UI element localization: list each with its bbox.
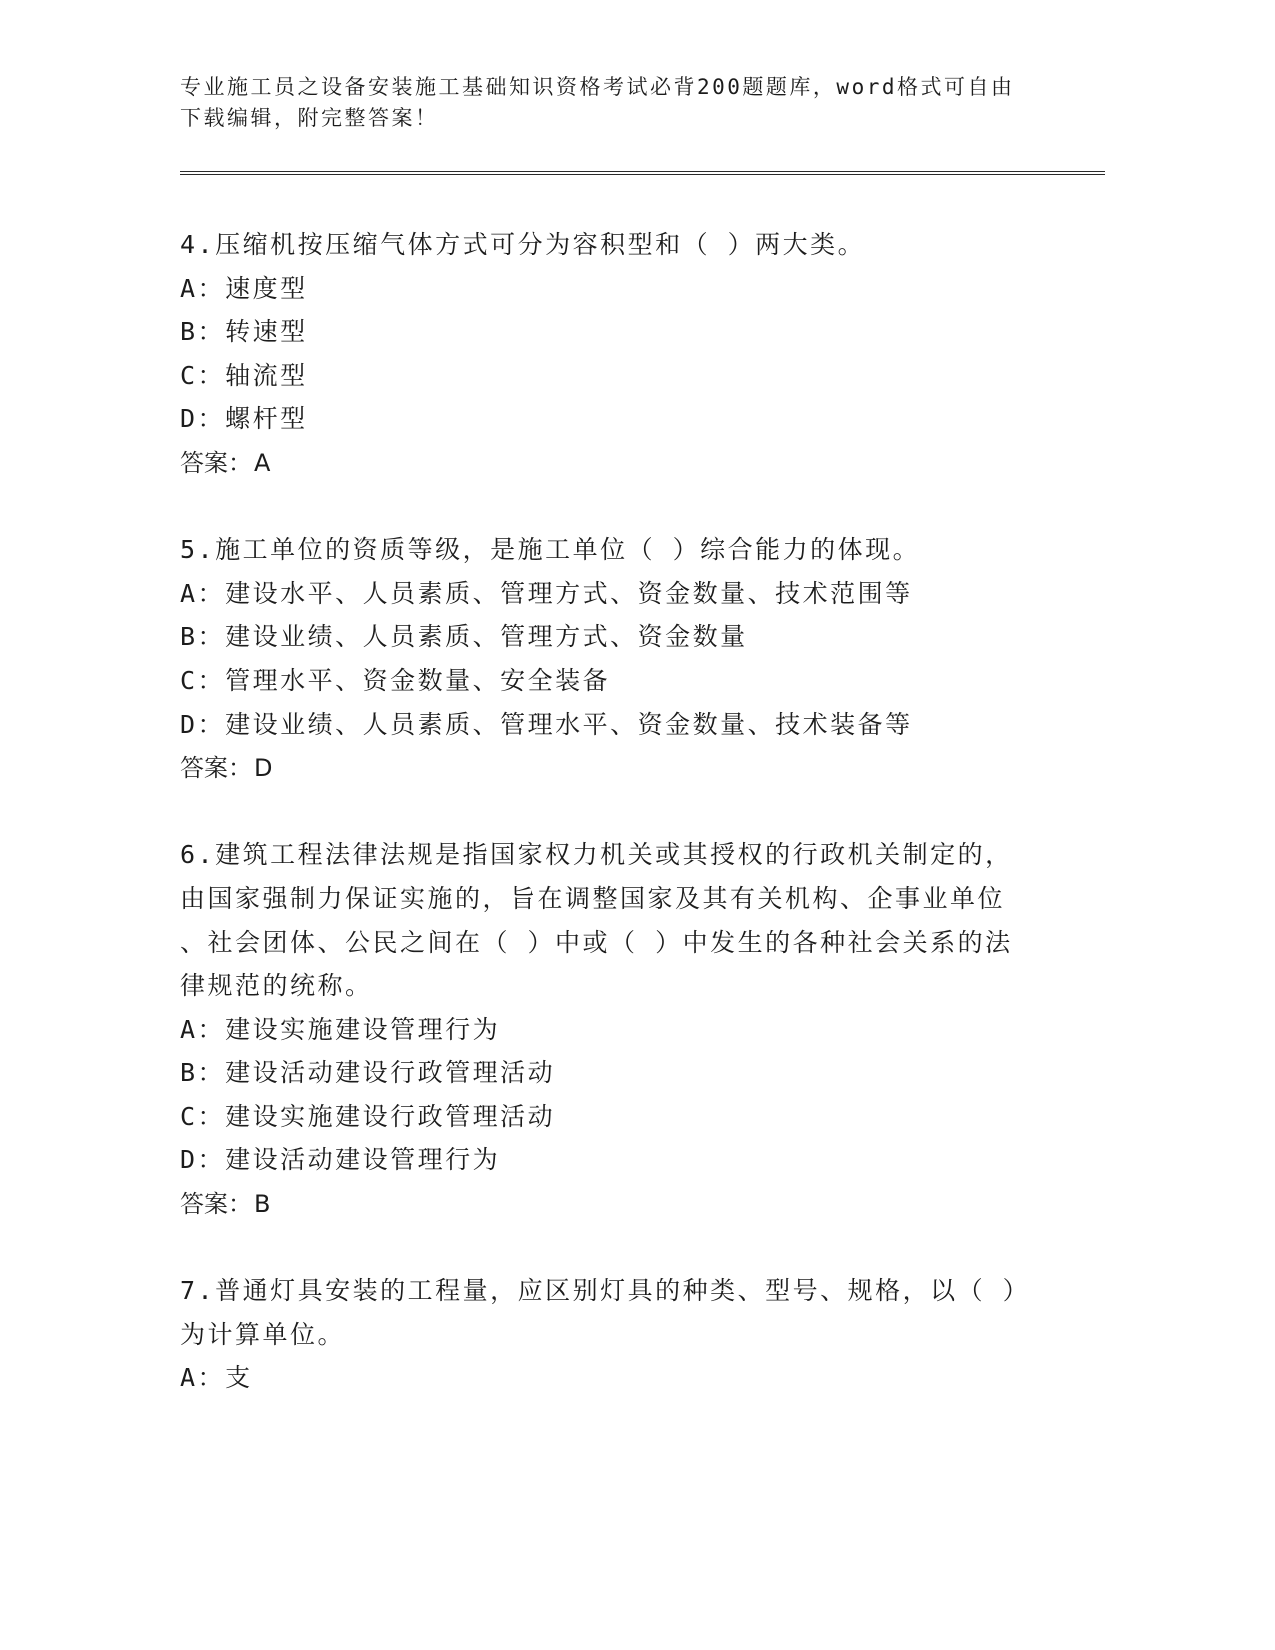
option-a xyxy=(180,267,1140,311)
option-label: C： xyxy=(180,1101,226,1131)
option-text: 建设活动建设行政管理活动 xyxy=(225,1058,556,1088)
option-d xyxy=(180,1138,1140,1182)
option-text: 速度型 xyxy=(225,273,308,303)
option-label: B： xyxy=(180,1058,226,1088)
option-a xyxy=(180,1008,1140,1052)
answer-line xyxy=(180,441,1140,485)
option-text: 建设业绩、人员素质、管理水平、资金数量、技术装备等 xyxy=(225,709,913,739)
header-line: 专业施工员之设备安装施工基础知识资格考试必背200题题库，word格式可自由 xyxy=(180,75,1015,99)
option-b xyxy=(180,615,1140,659)
option-a xyxy=(180,1356,1140,1400)
question-stem-line: 7.普通灯具安装的工程量，应区别灯具的种类、型号、规格，以（ ） xyxy=(180,1276,1031,1306)
option-label: A： xyxy=(180,1363,226,1393)
option-label: C： xyxy=(180,665,226,695)
question-stem-line: 5.施工单位的资质等级，是施工单位（ ）综合能力的体现。 xyxy=(180,535,921,565)
option-text: 建设业绩、人员素质、管理方式、资金数量 xyxy=(225,622,748,652)
option-text: 建设实施建设管理行为 xyxy=(225,1014,501,1044)
answer-label: 答案： xyxy=(180,754,252,783)
answer-label: 答案： xyxy=(180,1190,252,1219)
question-stem-line: 4.压缩机按压缩气体方式可分为容积型和（ ）两大类。 xyxy=(180,230,866,259)
document-header xyxy=(180,72,1015,134)
question-stem-line: 由国家强制力保证实施的，旨在调整国家及其有关机构、企事业单位 xyxy=(180,883,1006,913)
option-text: 建设实施建设行政管理活动 xyxy=(225,1101,556,1131)
header-double-rule xyxy=(180,171,1105,175)
option-text: 建设活动建设管理行为 xyxy=(225,1145,501,1175)
question-block xyxy=(180,528,1140,790)
option-d xyxy=(180,703,1140,747)
option-label: D： xyxy=(180,404,226,434)
question-stem-line: 律规范的统称。 xyxy=(180,971,373,1001)
option-label: A： xyxy=(180,273,226,303)
question-stem-line: 、社会团体、公民之间在（ ）中或（ ）中发生的各种社会关系的法 xyxy=(180,927,1013,957)
question-stem-line: 为计算单位。 xyxy=(180,1319,346,1349)
option-label: D： xyxy=(180,1145,226,1175)
option-a xyxy=(180,572,1140,616)
question-list xyxy=(180,223,1140,1444)
option-c xyxy=(180,659,1140,703)
question-stem-line: 6.建筑工程法律法规是指国家权力机关或其授权的行政机关制定的， xyxy=(180,840,1013,870)
option-c xyxy=(180,354,1140,398)
option-label: A： xyxy=(180,1014,226,1044)
question-block xyxy=(180,1269,1140,1400)
answer-value: D xyxy=(254,754,273,783)
option-c xyxy=(180,1095,1140,1139)
answer-value: A xyxy=(254,448,271,477)
option-text: 管理水平、资金数量、安全装备 xyxy=(225,665,611,695)
option-b xyxy=(180,1051,1140,1095)
option-text: 转速型 xyxy=(225,317,308,347)
option-d xyxy=(180,397,1140,441)
answer-value: B xyxy=(254,1190,271,1219)
answer-line xyxy=(180,1182,1140,1226)
answer-label: 答案： xyxy=(180,448,252,477)
option-label: C： xyxy=(180,360,226,390)
question-block xyxy=(180,223,1140,485)
option-label: B： xyxy=(180,317,226,347)
option-b xyxy=(180,310,1140,354)
option-label: D： xyxy=(180,709,226,739)
option-text: 支 xyxy=(225,1363,253,1393)
option-text: 螺杆型 xyxy=(225,404,308,434)
option-text: 轴流型 xyxy=(225,360,308,390)
question-block xyxy=(180,833,1140,1225)
option-label: A： xyxy=(180,578,226,608)
option-label: B： xyxy=(180,622,226,652)
answer-line xyxy=(180,746,1140,790)
header-line: 下载编辑，附完整答案！ xyxy=(180,106,439,130)
option-text: 建设水平、人员素质、管理方式、资金数量、技术范围等 xyxy=(225,578,913,608)
